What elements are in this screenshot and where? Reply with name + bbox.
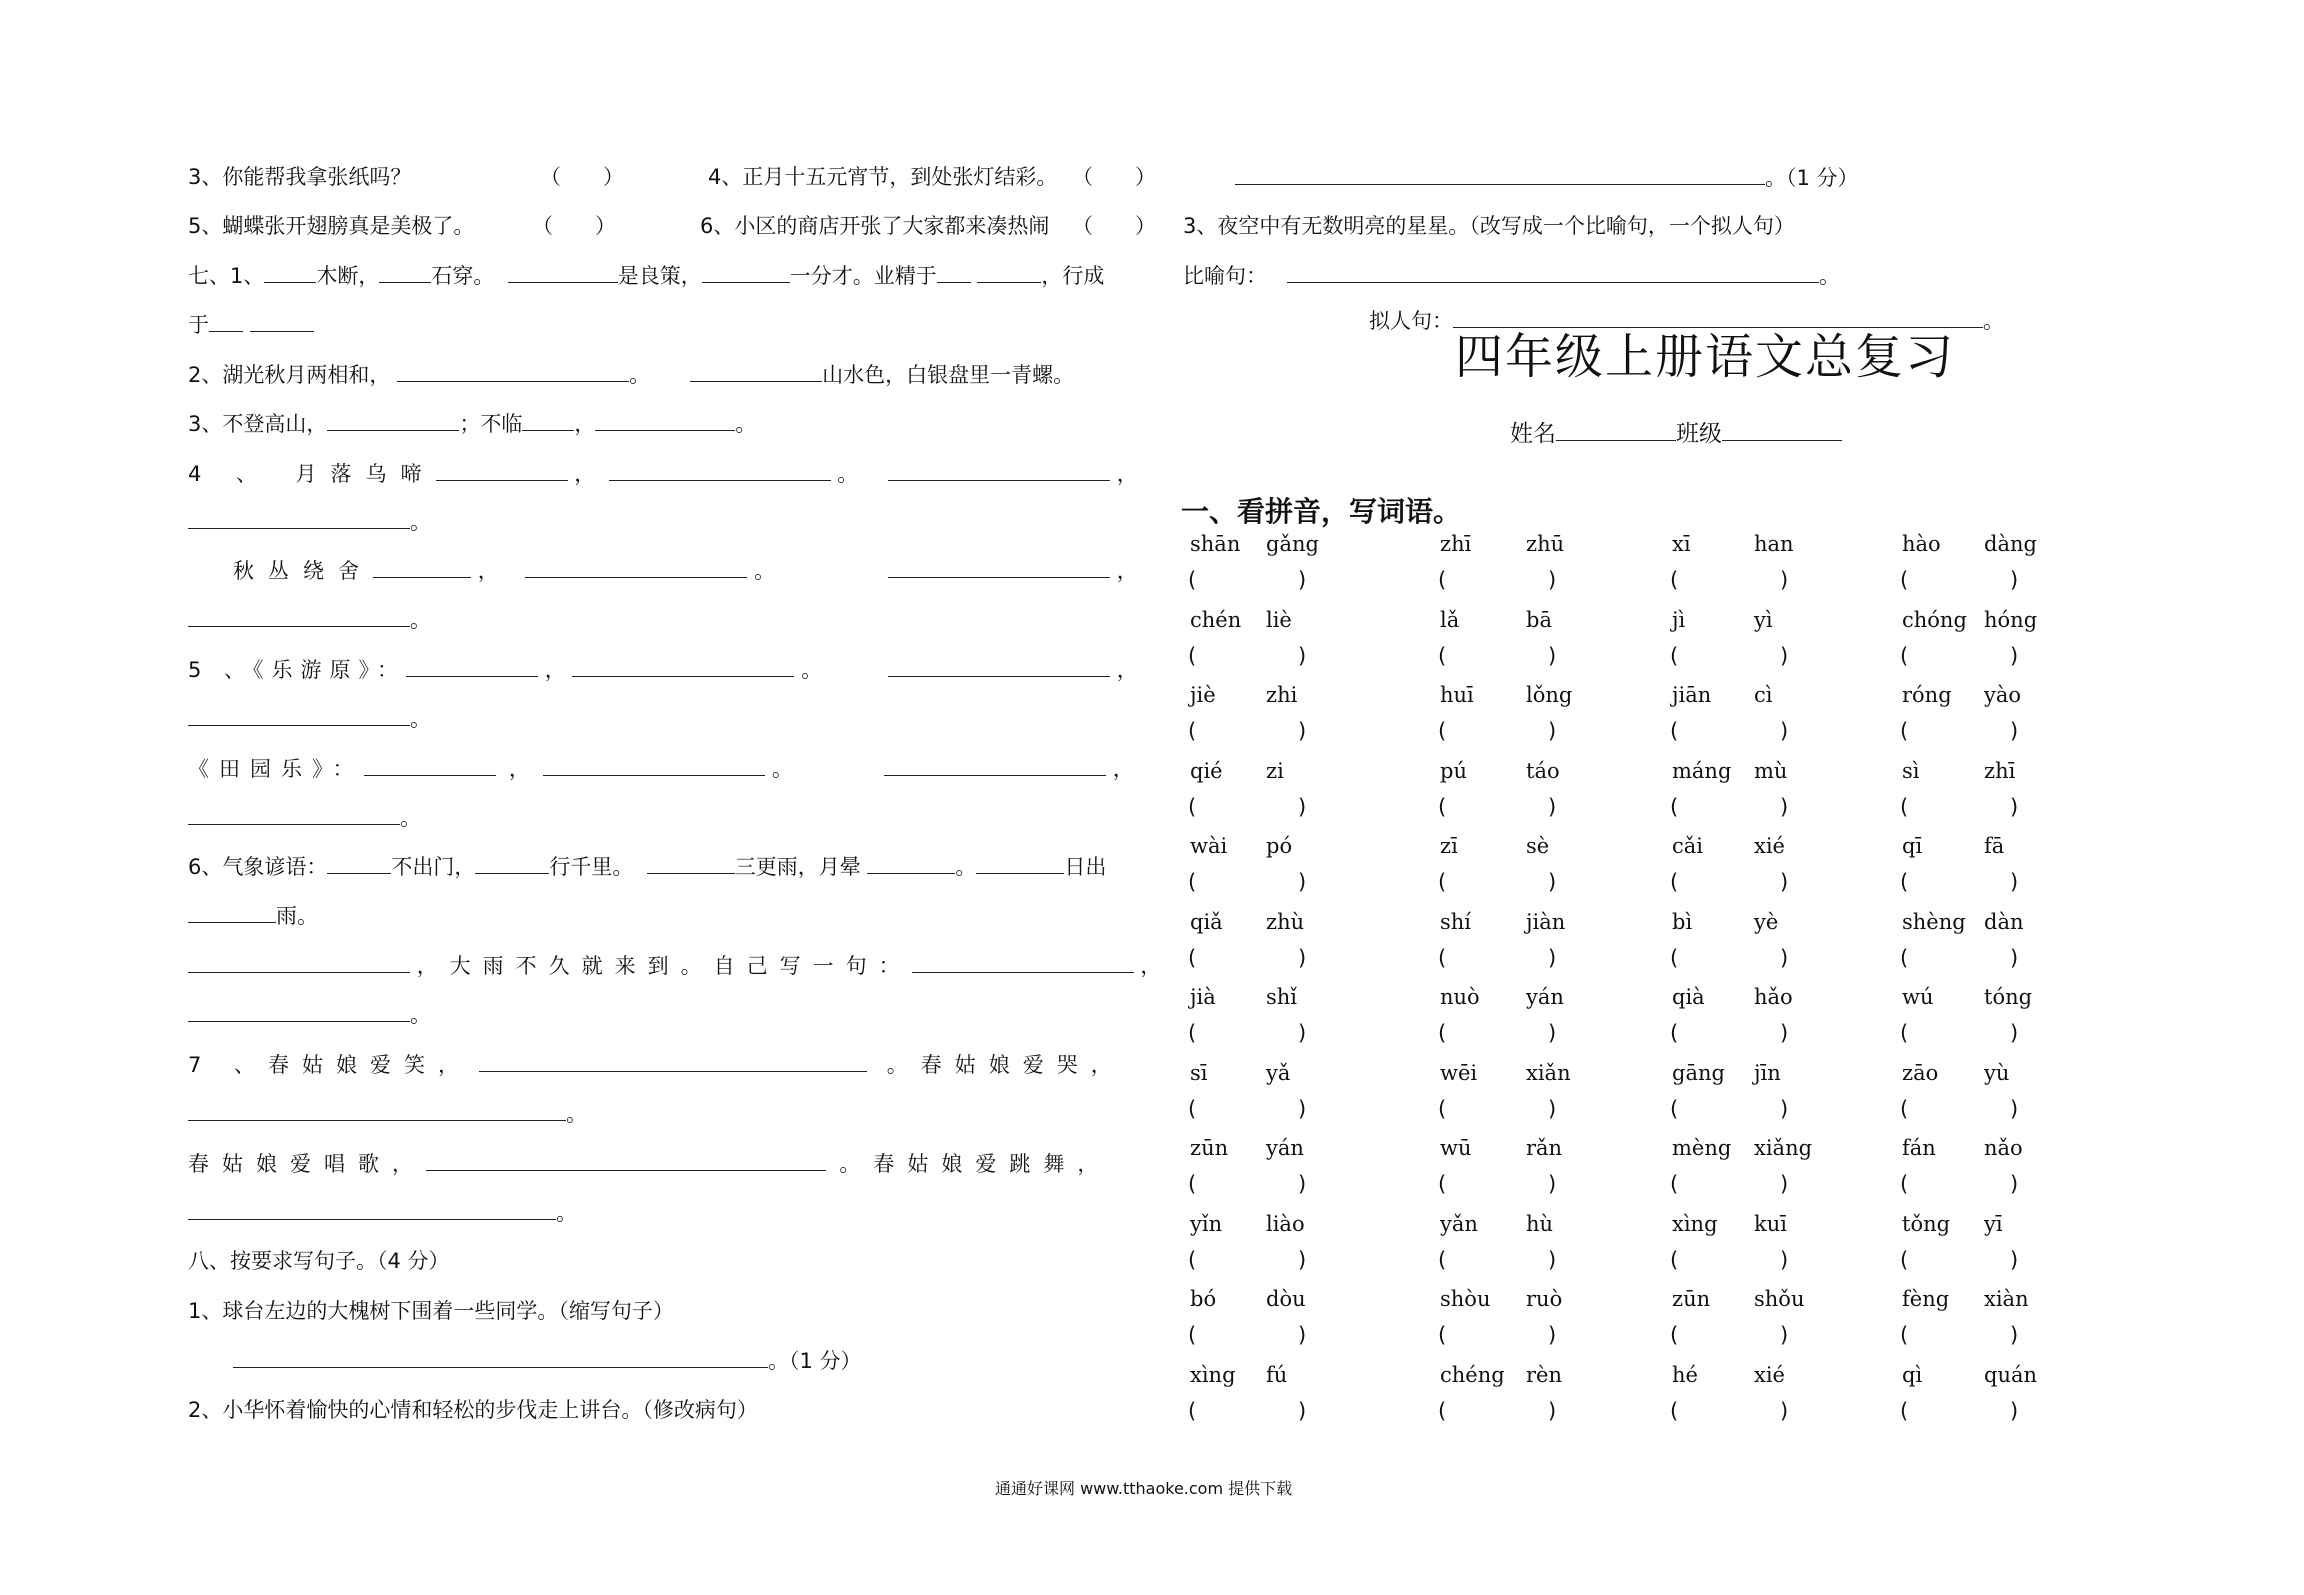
pinyin-syllable: xié — [1754, 834, 1785, 858]
pinyin-syllable: lǒng — [1526, 683, 1573, 707]
blank[interactable] — [609, 460, 831, 481]
pinyin-syllable: kuī — [1754, 1211, 1787, 1236]
pinyin-syllable: wū — [1440, 1136, 1472, 1160]
pinyin-syllable: zūn — [1672, 1287, 1711, 1311]
blank[interactable] — [364, 755, 496, 776]
blank[interactable] — [543, 755, 765, 776]
pinyin-syllable: dòu — [1266, 1287, 1306, 1311]
pinyin-syllable: pú — [1440, 758, 1467, 783]
pinyin-syllable: jiè — [1190, 683, 1216, 707]
pinyin-syllable: shòu — [1440, 1287, 1491, 1311]
answer-paren[interactable]: （ ） — [1072, 214, 1156, 238]
pinyin-syllable: sī — [1190, 1060, 1208, 1085]
pinyin-syllable: chén — [1190, 607, 1242, 632]
pinyin-syllable: liè — [1266, 607, 1292, 632]
pinyin-syllable: fā — [1984, 834, 2005, 858]
blank[interactable] — [888, 656, 1110, 677]
section-7-line-2: 2、湖光秋月两相和， 。 山水色，白银盘里一青螺。 — [188, 363, 1075, 387]
pinyin-syllable: zhù — [1266, 909, 1305, 934]
section-8-heading: 八、按要求写句子。（4 分） — [188, 1249, 450, 1273]
pinyin-syllable: zāo — [1902, 1060, 1939, 1085]
pinyin-syllable: xiàn — [1984, 1287, 2029, 1311]
pinyin-syllable: zi — [1266, 758, 1284, 783]
pinyin-syllable: shèng — [1902, 909, 1966, 934]
blank[interactable] — [188, 606, 410, 627]
pinyin-syllable: máng — [1672, 758, 1732, 783]
question-3 — [188, 164, 411, 190]
pinyin-syllable: zūn — [1190, 1136, 1229, 1160]
pinyin-syllable: qì — [1902, 1362, 1923, 1387]
name-input[interactable] — [1556, 420, 1676, 441]
pinyin-syllable: bì — [1672, 909, 1693, 934]
answer-line[interactable] — [1287, 262, 1819, 283]
blank[interactable] — [595, 410, 735, 431]
blank[interactable] — [572, 656, 794, 677]
pinyin-syllable: yī — [1984, 1211, 2003, 1236]
pinyin-syllable: chóng — [1902, 607, 1967, 632]
blank[interactable] — [912, 952, 1134, 973]
pinyin-syllable: jì — [1672, 607, 1686, 632]
pinyin-syllable: cì — [1754, 683, 1773, 707]
pinyin-syllable: shǒu — [1754, 1287, 1805, 1311]
pinyin-syllable: shí — [1440, 909, 1472, 934]
pinyin-syllable: gāng — [1672, 1060, 1725, 1085]
section-7-line-4b-end: ， — [888, 557, 1138, 584]
pinyin-syllable: lǎ — [1440, 607, 1460, 632]
pinyin-syllable: yán — [1266, 1136, 1304, 1160]
section-7-line-6c: ，大雨不久就来到。自己写一句： ， — [188, 952, 1161, 979]
blank[interactable] — [479, 1051, 867, 1072]
pinyin-syllable: xiǎn — [1526, 1060, 1571, 1085]
name-class-line: 姓名 班级 — [1510, 420, 1842, 447]
pinyin-syllable: yù — [1984, 1060, 2010, 1085]
pinyin-syllable: hù — [1526, 1211, 1554, 1236]
pinyin-syllable: tǒng — [1902, 1211, 1951, 1236]
metaphor-line: 比喻句： 。 — [1183, 264, 1841, 288]
section-7-line-4-cont: 。 — [188, 508, 431, 535]
blank[interactable] — [937, 262, 971, 283]
blank[interactable] — [436, 460, 568, 481]
pinyin-syllable: jīn — [1754, 1060, 1781, 1085]
pinyin-syllable: hóng — [1984, 607, 2038, 632]
pinyin-syllable: zhū — [1526, 532, 1565, 556]
blank[interactable] — [406, 656, 538, 677]
blank[interactable] — [976, 853, 1064, 874]
blank[interactable] — [188, 804, 400, 825]
blank[interactable] — [327, 410, 459, 431]
blank[interactable] — [264, 262, 316, 283]
answer-paren[interactable]: （ ） — [1072, 165, 1156, 189]
pinyin-syllable: zhi — [1266, 683, 1298, 707]
pinyin-syllable: xiǎng — [1754, 1136, 1813, 1160]
blank[interactable] — [888, 460, 1110, 481]
pinyin-syllable: yán — [1526, 985, 1564, 1009]
section-7-line-1: 七、1、 木断， 石穿。 是良策， 一分才。业精于 ，行成 — [188, 264, 1105, 288]
section-7-line-6b: 雨。 — [188, 902, 318, 929]
blank[interactable] — [188, 902, 276, 923]
section-7-line-5b: 《田园乐》： ， 。 — [188, 757, 793, 781]
section-1-heading: 一、看拼音，写词语。 — [1181, 495, 1462, 528]
answer-paren[interactable]: （ ） — [540, 165, 624, 189]
blank[interactable] — [884, 755, 1106, 776]
pinyin-syllable: hǎo — [1754, 985, 1793, 1009]
personify-line: 拟人句： 。 — [1369, 309, 2004, 333]
answer-line[interactable] — [1235, 164, 1765, 185]
pinyin-syllable: yì — [1754, 607, 1773, 632]
answer-line[interactable] — [233, 1347, 768, 1368]
section-7-line-7c: 春姑娘爱唱歌， 。春姑娘爱跳舞， — [188, 1152, 1112, 1176]
pinyin-syllable: rèn — [1526, 1362, 1562, 1387]
pinyin-syllable: dàn — [1984, 909, 2024, 934]
question-5: 5、蝴蝶张开翅膀真是美极了。 — [188, 214, 475, 238]
section-7-line-7d: 。 — [188, 1199, 577, 1226]
pinyin-syllable: bó — [1190, 1287, 1217, 1311]
pinyin-syllable: pó — [1266, 834, 1293, 858]
pinyin-syllable: hào — [1902, 532, 1941, 556]
pinyin-syllable: wēi — [1440, 1060, 1478, 1085]
blank[interactable] — [690, 361, 822, 382]
pinyin-syllable: yè — [1754, 909, 1779, 934]
pinyin-syllable: hé — [1672, 1362, 1698, 1387]
blank[interactable] — [188, 1001, 410, 1022]
blank[interactable] — [977, 262, 1041, 283]
section-7-line-5b-cont: 。 — [188, 804, 421, 831]
pinyin-syllable: shǐ — [1266, 985, 1298, 1009]
pinyin-syllable: jiān — [1672, 683, 1712, 707]
class-input[interactable] — [1722, 420, 1842, 441]
pinyin-syllable: xìng — [1190, 1362, 1236, 1387]
pinyin-syllable: yào — [1984, 683, 2022, 707]
pinyin-syllable: nuò — [1440, 985, 1480, 1009]
section-7-line-7: 7 、春姑娘爱笑， 。春姑娘爱哭， — [188, 1053, 1125, 1077]
blank[interactable] — [867, 853, 955, 874]
section-7-line-4b-cont: 。 — [188, 606, 431, 633]
section-8-q1: 1、球台左边的大槐树下围着一些同学。（缩写句子） — [188, 1299, 674, 1323]
pinyin-syllable: gǎng — [1266, 532, 1319, 556]
pinyin-syllable: yǎn — [1440, 1211, 1478, 1236]
pinyin-syllable: huī — [1440, 683, 1474, 707]
pinyin-syllable: cǎi — [1672, 834, 1703, 858]
section-7-line-3: 3、不登高山， ；不临 ， 。 — [188, 412, 757, 436]
blank[interactable] — [888, 557, 1110, 578]
pinyin-syllable: yǎ — [1266, 1060, 1291, 1085]
pinyin-syllable: xié — [1754, 1362, 1785, 1387]
question-4: 4、正月十五元宵节，到处张灯结彩。 — [708, 165, 1058, 189]
section-7-line-4: 4 、 月落乌啼 ， 。 — [188, 462, 859, 486]
worksheet-page: 3、你能帮我拿张纸吗？ （ ） 4、正月十五元宵节，到处张灯结彩。 （ ） 5、蝴蝶张开翅膀真是美极了。 （ ） 6、小区的商店开张了大家都来凑热闹 （ ） 七、1、 木断， 石穿。 是良策， 一分才。业精于 ，行成 于 2、湖光秋月两相和， 。 山水色，白银盘里一青螺。 3、不登高山， ；不临 ， 。 4 、 月落乌啼 ， 。 ， 。 秋丛绕舍 ， 。 ， 。 5 、《乐游原》： ， 。 ， 。 《田园乐》： ， 。 ， 。 6、气象谚语： 不出门， 行千里。 三更雨，月晕 。 日出 雨。 ，大雨不久就来到。自己写一句： ， 。 7 、春姑娘爱笑， 。春姑娘爱哭， 。 春姑娘爱唱歌， 。春姑娘爱跳舞， 。 八、按要求写句子。（4 分） 1、球台左边的大槐树下围着一些同学。（缩写句子） 。（1 分） 2、小华怀着愉快的心情和轻松的步伐走上讲台。（修改病句） 。（1 分） 3、夜空中有无数明亮的星星。（改写成一个比喻句，一个拟人句） 比喻句： 。 拟人句： 。 四年级上册语文总复习 姓名 班级 一、看拼音，写词语。 shān gǎng ( ) zhī zhū ( ) xī han ( ) hào dàng ( ) chén liè ( ) lǎ bā ( ) jì yì ( ) chóng hóng ( ) jiè zhi ( ) huī lǒng ( ) jiān cì ( ) róng yào ( ) qié zi ( ) pú táo ( ) máng mù ( ) sì zhī ( ) wài pó ( ) zī sè ( ) cǎi xié ( ) qī fā ( ) qiǎ zhù ( ) shí jiàn ( ) bì yè ( ) shèng dàn ( ) jià shǐ ( ) nuò yán ( ) qià hǎo ( ) wú tóng ( ) sī yǎ ( ) wēi xiǎn ( ) gāng jīn ( ) zāo yù ( ) zūn yán ( ) wū rǎn ( ) mèng xiǎng ( ) fán nǎo ( ) yǐn liào ( ) yǎn hù ( ) xìng kuī ( ) tǒng yī ( ) bó dòu ( ) shòu ruò ( ) zūn shǒu ( ) fèng xiàn ( ) xìng fú ( ) chéng rèn ( ) hé xié ( ) qì quán ( ) 通通好课网 www.tthaoke.com 提供下载 — [188, 165, 2038, 1498]
pinyin-syllable: qī — [1902, 834, 1923, 858]
section-7-line-5b-end: ， — [884, 755, 1134, 782]
blank[interactable] — [647, 853, 735, 874]
pinyin-syllable: zhī — [1440, 532, 1472, 556]
pinyin-syllable: han — [1754, 532, 1794, 556]
blank[interactable] — [188, 508, 410, 529]
pinyin-syllable: jiàn — [1526, 909, 1566, 934]
blank[interactable] — [525, 557, 747, 578]
blank[interactable] — [702, 262, 790, 283]
pinyin-syllable: táo — [1526, 758, 1560, 783]
q3-text: 3、你能帮我拿张纸吗？ — [188, 165, 412, 189]
section-7-line-6: 6、气象谚语： 不出门， 行千里。 三更雨，月晕 。 日出 — [188, 855, 1107, 879]
worksheet-title: 四年级上册语文总复习 — [1455, 329, 1956, 385]
pinyin-syllable: qiǎ — [1190, 909, 1223, 934]
pinyin-syllable: fú — [1266, 1362, 1288, 1387]
pinyin-syllable: nǎo — [1984, 1136, 2023, 1160]
section-7-line-7b: 。 — [188, 1100, 587, 1127]
blank[interactable] — [373, 557, 471, 578]
blank[interactable] — [475, 853, 549, 874]
section-7-line-5-cont: 。 — [188, 705, 431, 732]
pinyin-syllable: sì — [1902, 758, 1920, 783]
pinyin-syllable: quán — [1984, 1362, 2038, 1387]
pinyin-syllable: qià — [1672, 985, 1705, 1009]
footer-credit: 通通好课网 www.tthaoke.com 提供下载 — [995, 1479, 1293, 1498]
section-7-line-6d: 。 — [188, 1001, 431, 1028]
pinyin-syllable: wú — [1902, 985, 1934, 1009]
blank[interactable] — [209, 311, 243, 332]
pinyin-syllable: sè — [1526, 834, 1550, 858]
pinyin-syllable: jià — [1190, 985, 1216, 1009]
blank[interactable] — [522, 410, 574, 431]
blank[interactable] — [188, 1199, 556, 1220]
pinyin-syllable: zī — [1440, 834, 1458, 858]
pinyin-syllable: tóng — [1984, 985, 2033, 1009]
pinyin-syllable: rǎn — [1526, 1136, 1563, 1160]
blank[interactable] — [379, 262, 431, 283]
section-8-q1-answer: 。（1 分） — [233, 1347, 862, 1374]
pinyin-syllable: shān — [1190, 532, 1241, 556]
right-q3: 3、夜空中有无数明亮的星星。（改写成一个比喻句，一个拟人句） — [1183, 214, 1795, 238]
blank[interactable] — [188, 705, 410, 726]
section-7-line-4-end: ， — [888, 460, 1138, 487]
blank[interactable] — [327, 853, 391, 874]
pinyin-syllable: fèng — [1902, 1287, 1950, 1311]
right-q2-answer: 。（1 分） — [1235, 164, 1859, 191]
pinyin-syllable: xìng — [1672, 1211, 1718, 1236]
pinyin-syllable: qié — [1190, 758, 1223, 783]
blank[interactable] — [188, 1100, 566, 1121]
pinyin-syllable: chéng — [1440, 1362, 1505, 1387]
section-7-line-4b: 秋丛绕舍 ， 。 — [233, 559, 776, 583]
blank[interactable] — [426, 1150, 826, 1171]
section-7-line-5-end: ， — [888, 656, 1138, 683]
section-7-line-1b: 于 — [188, 311, 314, 338]
pinyin-syllable: zhī — [1984, 758, 2016, 783]
section-7-line-5: 5 、《乐游原》： ， 。 — [188, 658, 823, 682]
pinyin-syllable: wài — [1190, 834, 1228, 858]
pinyin-syllable: yǐn — [1190, 1211, 1223, 1236]
pinyin-syllable: róng — [1902, 683, 1952, 707]
pinyin-syllable: liào — [1266, 1211, 1305, 1236]
pinyin-syllable: mù — [1754, 758, 1788, 783]
section-8-q2: 2、小华怀着愉快的心情和轻松的步伐走上讲台。（修改病句） — [188, 1398, 758, 1422]
pinyin-syllable: dàng — [1984, 532, 2037, 556]
blank[interactable] — [397, 361, 629, 382]
pinyin-syllable: fán — [1902, 1136, 1936, 1160]
blank[interactable] — [188, 952, 410, 973]
blank[interactable] — [250, 311, 314, 332]
pinyin-syllable: ruò — [1526, 1287, 1563, 1311]
pinyin-syllable: xī — [1672, 532, 1691, 556]
pinyin-syllable: bā — [1526, 607, 1552, 632]
question-6: 6、小区的商店开张了大家都来凑热闹 — [700, 214, 1050, 238]
blank[interactable] — [508, 262, 618, 283]
pinyin-syllable: mèng — [1672, 1136, 1732, 1160]
answer-paren[interactable]: （ ） — [532, 214, 616, 238]
